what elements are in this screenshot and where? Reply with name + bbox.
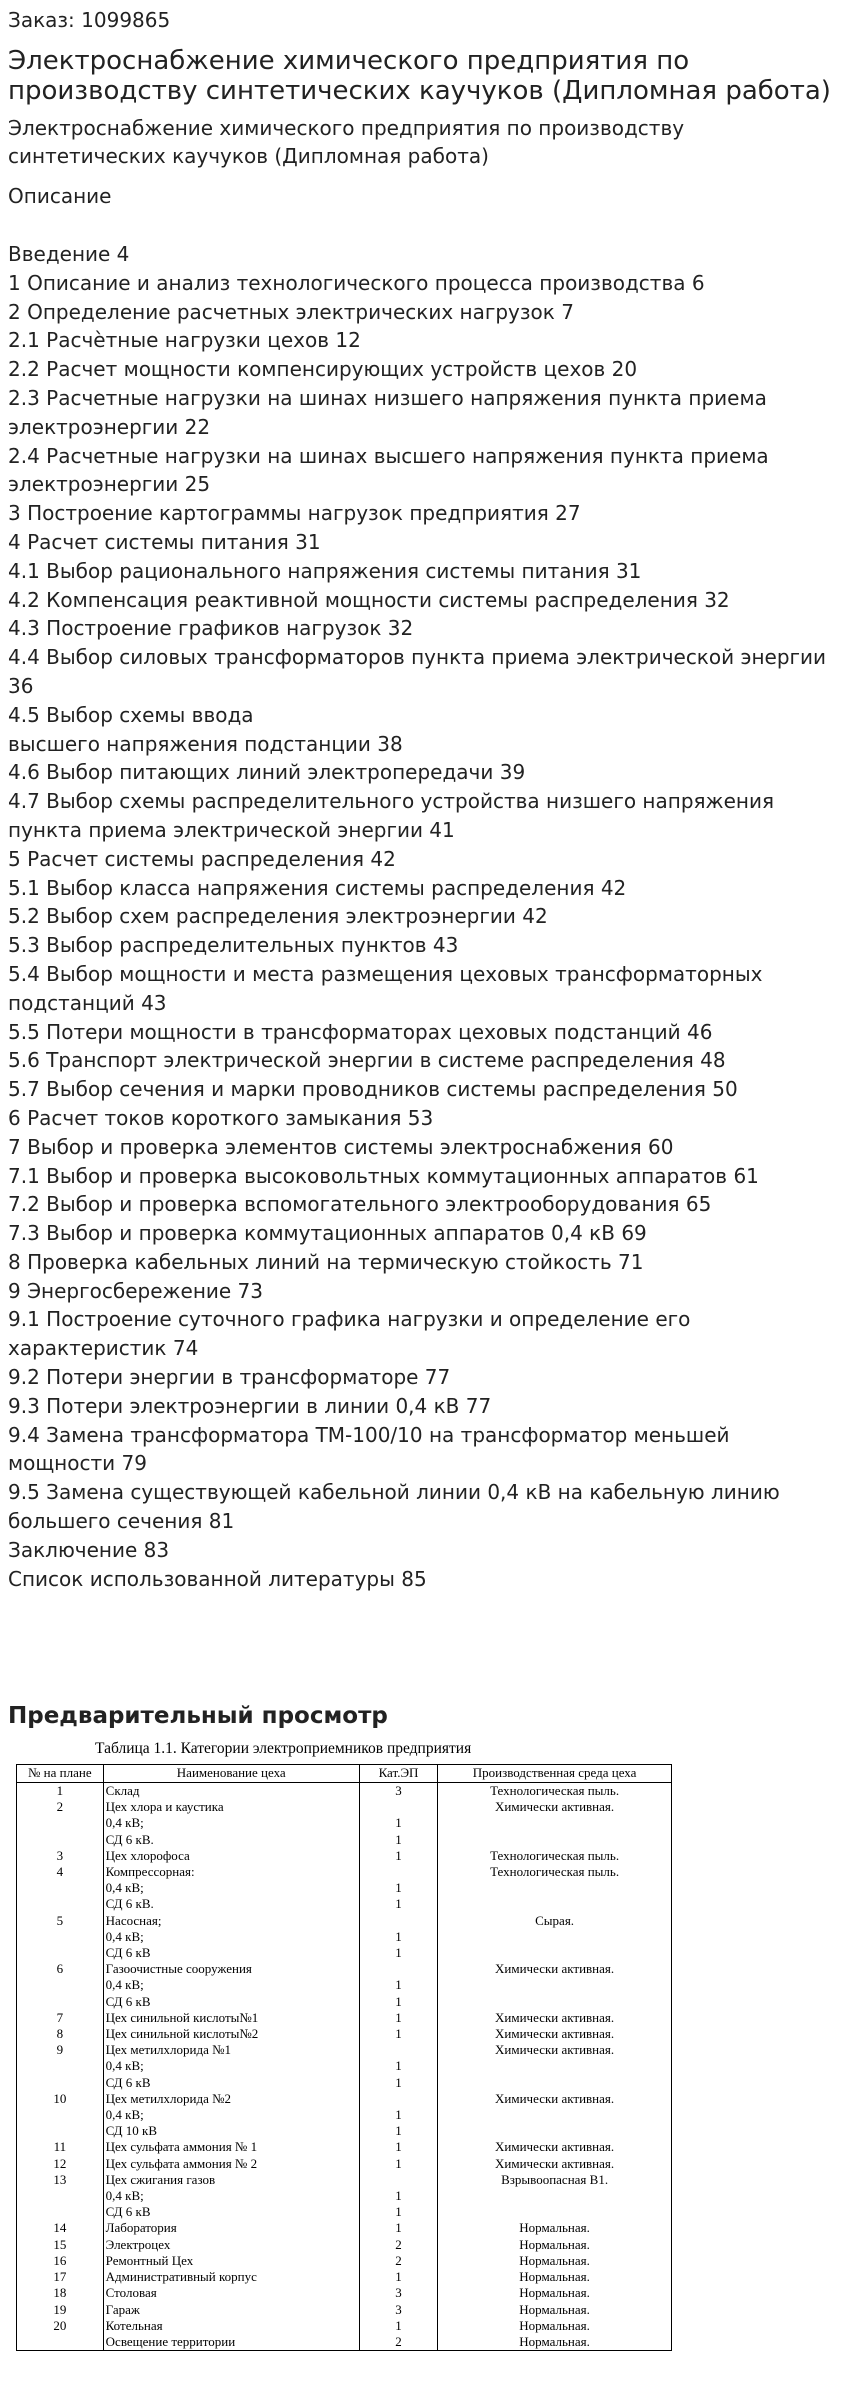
- cell-environment: [438, 1832, 672, 1848]
- table-row: [17, 2026, 672, 2042]
- cell-category: 1: [359, 1929, 437, 1945]
- cell-plan-number: 4: [17, 1864, 104, 1880]
- table-row: [17, 1848, 672, 1864]
- cell-environment: [438, 1994, 672, 2010]
- table-row: [17, 2156, 672, 2172]
- cell-shop-name: СД 6 кВ.: [103, 1832, 359, 1848]
- cell-environment: [438, 1945, 672, 1961]
- cell-category: 1: [359, 1848, 437, 1864]
- cell-shop-name: СД 6 кВ: [103, 1945, 359, 1961]
- toc-item: 5.2 Выбор схем распределения электроэнергии 42: [8, 904, 548, 929]
- table-row: [17, 1961, 672, 1977]
- cell-category: 1: [359, 1880, 437, 1896]
- toc-item: 9.3 Потери электроэнергии в линии 0,4 кВ 77: [8, 1393, 492, 1418]
- cell-shop-name: Гараж: [103, 2302, 359, 2318]
- cell-category: 1: [359, 1945, 437, 1961]
- cell-plan-number: [17, 1880, 104, 1896]
- cell-category: 1: [359, 1977, 437, 1993]
- cell-environment: Химически активная.: [438, 2010, 672, 2026]
- table-row: [17, 2172, 672, 2188]
- toc-item: 2.3 Расчетные нагрузки на шинах низшего напряжения пункта приема электроэнергии 22: [8, 385, 767, 439]
- cell-plan-number: 12: [17, 2156, 104, 2172]
- table-row: [17, 2058, 672, 2074]
- cell-category: [359, 1799, 437, 1815]
- cell-shop-name: Административный корпус: [103, 2269, 359, 2285]
- cell-shop-name: Ремонтный Цех: [103, 2253, 359, 2269]
- toc-item: 4 Расчет системы питания 31: [8, 529, 321, 554]
- toc-item: 6 Расчет токов короткого замыкания 53: [8, 1105, 434, 1130]
- toc-item: 9.1 Построение суточного графика нагрузки и определение его характеристик 74: [8, 1307, 691, 1361]
- table-row: [17, 1799, 672, 1815]
- table-row: [17, 1783, 672, 1800]
- cell-shop-name: Цех метилхлорида №1: [103, 2042, 359, 2058]
- table-row: [17, 2204, 672, 2220]
- table-row: [17, 2107, 672, 2123]
- cell-category: [359, 1864, 437, 1880]
- table-row: [17, 2285, 672, 2301]
- cell-environment: Нормальная.: [438, 2269, 672, 2285]
- column-header-environment: Производственная среда цеха: [438, 1765, 672, 1783]
- toc-item: 7.2 Выбор и проверка вспомогательного электрооборудования 65: [8, 1192, 712, 1217]
- cell-shop-name: 0,4 кВ;: [103, 2058, 359, 2074]
- cell-shop-name: Газоочистные сооружения: [103, 1961, 359, 1977]
- cell-plan-number: 8: [17, 2026, 104, 2042]
- table-row: [17, 1880, 672, 1896]
- cell-category: 1: [359, 2318, 437, 2334]
- cell-plan-number: [17, 1994, 104, 2010]
- categories-table: [16, 1764, 672, 2351]
- cell-environment: Нормальная.: [438, 2220, 672, 2236]
- toc-item: высшего напряжения подстанции 38: [8, 731, 403, 756]
- preview-image: [16, 1738, 676, 2351]
- cell-plan-number: 18: [17, 2285, 104, 2301]
- cell-category: [359, 1913, 437, 1929]
- toc-item: 4.6 Выбор питающих линий электропередачи 39: [8, 760, 526, 785]
- table-row: [17, 2010, 672, 2026]
- cell-category: 1: [359, 2058, 437, 2074]
- cell-shop-name: 0,4 кВ;: [103, 2107, 359, 2123]
- table-row: [17, 2139, 672, 2155]
- table-row: [17, 1896, 672, 1912]
- cell-shop-name: Цех сульфата аммония № 2: [103, 2156, 359, 2172]
- cell-shop-name: Цех хлора и каустика: [103, 1799, 359, 1815]
- cell-plan-number: [17, 2188, 104, 2204]
- table-row: [17, 2237, 672, 2253]
- cell-shop-name: Освещение территории: [103, 2334, 359, 2351]
- cell-plan-number: 7: [17, 2010, 104, 2026]
- table-row: [17, 2091, 672, 2107]
- cell-environment: Нормальная.: [438, 2237, 672, 2253]
- toc-item: 9 Энергосбережение 73: [8, 1278, 264, 1303]
- cell-environment: Химически активная.: [438, 2091, 672, 2107]
- cell-category: 1: [359, 2269, 437, 2285]
- cell-plan-number: 16: [17, 2253, 104, 2269]
- cell-category: 2: [359, 2253, 437, 2269]
- cell-category: 1: [359, 2220, 437, 2236]
- toc-item: 4.4 Выбор силовых трансформаторов пункта приема электрической энергии 36: [8, 645, 827, 698]
- cell-shop-name: Котельная: [103, 2318, 359, 2334]
- cell-environment: [438, 1977, 672, 1993]
- cell-shop-name: Цех синильной кислоты№2: [103, 2026, 359, 2042]
- cell-plan-number: 17: [17, 2269, 104, 2285]
- cell-shop-name: 0,4 кВ;: [103, 1815, 359, 1831]
- cell-category: 2: [359, 2334, 437, 2351]
- order-number: Заказ: 1099865: [8, 8, 171, 32]
- toc-item: 9.4 Замена трансформатора ТМ-100/10 на трансформатор меньшей мощности 79: [8, 1422, 730, 1476]
- table-row: [17, 2318, 672, 2334]
- cell-shop-name: Компрессорная:: [103, 1864, 359, 1880]
- cell-category: 1: [359, 2204, 437, 2220]
- cell-shop-name: Столовая: [103, 2285, 359, 2301]
- cell-environment: Нормальная.: [438, 2334, 672, 2351]
- table-row: [17, 2188, 672, 2204]
- table-row: [17, 1977, 672, 1993]
- column-header-shop-name: Наименование цеха: [103, 1765, 359, 1783]
- cell-category: 1: [359, 2010, 437, 2026]
- cell-environment: [438, 1896, 672, 1912]
- cell-plan-number: [17, 1977, 104, 1993]
- cell-shop-name: Насосная;: [103, 1913, 359, 1929]
- column-header-plan-number: № на плане: [17, 1765, 104, 1783]
- preview-heading: Предварительный просмотр: [8, 1703, 388, 1729]
- cell-environment: Химически активная.: [438, 1799, 672, 1815]
- toc-item: 4.7 Выбор схемы распределительного устройства низшего напряжения пункта приема электрической энергии 41: [8, 789, 774, 842]
- cell-environment: [438, 1815, 672, 1831]
- cell-shop-name: Цех хлорофоса: [103, 1848, 359, 1864]
- cell-category: 1: [359, 1815, 437, 1831]
- cell-environment: Нормальная.: [438, 2253, 672, 2269]
- cell-environment: Нормальная.: [438, 2318, 672, 2334]
- toc-item: 2.4 Расчетные нагрузки на шинах высшего напряжения пункта приема электроэнергии 25: [8, 443, 769, 497]
- cell-shop-name: Склад: [103, 1783, 359, 1800]
- table-row: [17, 1815, 672, 1831]
- table-row: [17, 2042, 672, 2058]
- toc-item: 5.4 Выбор мощности и места размещения цеховых трансформаторных подстанций 43: [8, 961, 763, 1015]
- cell-shop-name: Лаборатория: [103, 2220, 359, 2236]
- cell-category: [359, 2172, 437, 2188]
- table-row: [17, 1945, 672, 1961]
- cell-environment: Взрывоопасная В1.: [438, 2172, 672, 2188]
- cell-category: [359, 1961, 437, 1977]
- toc-item: 7 Выбор и проверка элементов системы электроснабжения 60: [8, 1134, 674, 1159]
- toc-item: 2.1 Расчѐтные нагрузки цехов 12: [8, 328, 361, 353]
- cell-plan-number: 9: [17, 2042, 104, 2058]
- cell-category: 2: [359, 2237, 437, 2253]
- toc-item: 5.7 Выбор сечения и марки проводников системы распределения 50: [8, 1077, 738, 1102]
- toc-item: 5.3 Выбор распределительных пунктов 43: [8, 933, 459, 958]
- toc-item: 4.3 Построение графиков нагрузок 32: [8, 616, 414, 641]
- toc-item: 8 Проверка кабельных линий на термическую стойкость 71: [8, 1249, 644, 1274]
- cell-shop-name: 0,4 кВ;: [103, 2188, 359, 2204]
- cell-plan-number: [17, 2334, 104, 2351]
- cell-shop-name: 0,4 кВ;: [103, 1977, 359, 1993]
- cell-plan-number: 15: [17, 2237, 104, 2253]
- toc-item: Список использованной литературы 85: [8, 1566, 427, 1591]
- cell-shop-name: Цех синильной кислоты№1: [103, 2010, 359, 2026]
- work-subtitle: Электроснабжение химического предприятия по производству синтетических каучуков (Дипломная работа): [8, 116, 685, 168]
- cell-environment: Технологическая пыль.: [438, 1783, 672, 1800]
- cell-shop-name: 0,4 кВ;: [103, 1880, 359, 1896]
- cell-plan-number: 14: [17, 2220, 104, 2236]
- cell-shop-name: СД 6 кВ: [103, 2075, 359, 2091]
- cell-shop-name: СД 6 кВ.: [103, 1896, 359, 1912]
- cell-plan-number: 1: [17, 1783, 104, 1800]
- table-row: [17, 2334, 672, 2351]
- cell-category: 1: [359, 2139, 437, 2155]
- table-row: [17, 2123, 672, 2139]
- cell-environment: [438, 1929, 672, 1945]
- table-row: [17, 1929, 672, 1945]
- toc-item: 3 Построение картограммы нагрузок предприятия 27: [8, 501, 581, 526]
- cell-plan-number: 6: [17, 1961, 104, 1977]
- cell-environment: Химически активная.: [438, 1961, 672, 1977]
- cell-plan-number: [17, 1815, 104, 1831]
- cell-shop-name: Электроцех: [103, 2237, 359, 2253]
- cell-plan-number: [17, 2058, 104, 2074]
- cell-shop-name: Цех сжигания газов: [103, 2172, 359, 2188]
- cell-plan-number: [17, 1929, 104, 1945]
- table-header-row: [17, 1765, 672, 1783]
- toc-item: 2.2 Расчет мощности компенсирующих устройств цехов 20: [8, 357, 638, 382]
- table-row: [17, 2253, 672, 2269]
- toc-item: 5.1 Выбор класса напряжения системы распределения 42: [8, 875, 627, 900]
- table-caption: Таблица 1.1. Категории электроприемников предприятия: [95, 1740, 472, 1757]
- cell-category: 1: [359, 2156, 437, 2172]
- table-row: [17, 2075, 672, 2091]
- toc-item: Введение 4: [8, 242, 130, 266]
- cell-category: 3: [359, 1783, 437, 1800]
- cell-plan-number: 5: [17, 1913, 104, 1929]
- toc-item: Заключение 83: [8, 1537, 170, 1562]
- table-row: [17, 1832, 672, 1848]
- cell-category: 1: [359, 1896, 437, 1912]
- toc-item: 5.5 Потери мощности в трансформаторах цеховых подстанций 46: [8, 1019, 713, 1044]
- cell-shop-name: СД 6 кВ: [103, 1994, 359, 2010]
- cell-category: [359, 2042, 437, 2058]
- cell-shop-name: Цех сульфата аммония № 1: [103, 2139, 359, 2155]
- cell-category: [359, 2091, 437, 2107]
- cell-plan-number: 11: [17, 2139, 104, 2155]
- table-row: [17, 1994, 672, 2010]
- toc-item: 9.5 Замена существующей кабельной линии 0,4 кВ на кабельную линию большего сечения 81: [8, 1480, 780, 1534]
- cell-environment: [438, 2204, 672, 2220]
- toc-item: 2 Определение расчетных электрических нагрузок 7: [8, 299, 574, 324]
- cell-environment: [438, 2107, 672, 2123]
- cell-plan-number: [17, 2075, 104, 2091]
- toc-item: 5 Расчет системы распределения 42: [8, 846, 396, 871]
- table-row: [17, 1864, 672, 1880]
- toc-item: 4.1 Выбор рационального напряжения системы питания 31: [8, 558, 642, 583]
- cell-plan-number: 2: [17, 1799, 104, 1815]
- toc-item: 4.2 Компенсация реактивной мощности системы распределения 32: [8, 587, 730, 612]
- column-header-category: Кат.ЭП: [359, 1765, 437, 1783]
- table-of-contents: [8, 240, 839, 1593]
- cell-category: 1: [359, 2075, 437, 2091]
- cell-shop-name: Цех метилхлорида №2: [103, 2091, 359, 2107]
- cell-environment: Химически активная.: [438, 2156, 672, 2172]
- cell-plan-number: [17, 1945, 104, 1961]
- description-label: Описание: [8, 184, 112, 208]
- cell-plan-number: 19: [17, 2302, 104, 2318]
- cell-category: 1: [359, 2123, 437, 2139]
- cell-shop-name: 0,4 кВ;: [103, 1929, 359, 1945]
- cell-category: 1: [359, 2026, 437, 2042]
- toc-item: 1 Описание и анализ технологического процесса производства 6: [8, 270, 705, 295]
- cell-plan-number: [17, 1896, 104, 1912]
- cell-environment: Химически активная.: [438, 2139, 672, 2155]
- cell-category: 3: [359, 2302, 437, 2318]
- toc-item: 9.2 Потери энергии в трансформаторе 77: [8, 1365, 451, 1390]
- cell-environment: Технологическая пыль.: [438, 1864, 672, 1880]
- cell-environment: [438, 2058, 672, 2074]
- cell-plan-number: 20: [17, 2318, 104, 2334]
- cell-category: 3: [359, 2285, 437, 2301]
- cell-environment: [438, 1880, 672, 1896]
- table-row: [17, 2220, 672, 2236]
- table-row: [17, 1913, 672, 1929]
- cell-environment: Технологическая пыль.: [438, 1848, 672, 1864]
- table-row: [17, 2269, 672, 2285]
- toc-item: 7.1 Выбор и проверка высоковольтных коммутационных аппаратов 61: [8, 1163, 759, 1188]
- cell-environment: [438, 2188, 672, 2204]
- cell-category: 1: [359, 1994, 437, 2010]
- toc-item: 7.3 Выбор и проверка коммутационных аппаратов 0,4 кВ 69: [8, 1221, 647, 1246]
- cell-plan-number: 3: [17, 1848, 104, 1864]
- table-row: [17, 2302, 672, 2318]
- cell-plan-number: [17, 2107, 104, 2123]
- cell-shop-name: СД 10 кВ: [103, 2123, 359, 2139]
- cell-environment: Нормальная.: [438, 2302, 672, 2318]
- toc-item: 5.6 Транспорт электрической энергии в системе распределения 48: [8, 1048, 726, 1073]
- cell-plan-number: [17, 2204, 104, 2220]
- cell-category: 1: [359, 2107, 437, 2123]
- cell-plan-number: 10: [17, 2091, 104, 2107]
- toc-item: 4.5 Выбор схемы ввода: [8, 702, 254, 727]
- cell-plan-number: [17, 2123, 104, 2139]
- cell-environment: Химически активная.: [438, 2026, 672, 2042]
- cell-shop-name: СД 6 кВ: [103, 2204, 359, 2220]
- cell-category: 1: [359, 1832, 437, 1848]
- cell-environment: Нормальная.: [438, 2285, 672, 2301]
- cell-plan-number: [17, 1832, 104, 1848]
- cell-category: 1: [359, 2188, 437, 2204]
- cell-environment: [438, 2123, 672, 2139]
- page-title: Электроснабжение химического предприятия по производству синтетических каучуков (Дипломная работа): [8, 46, 831, 106]
- cell-environment: [438, 2075, 672, 2091]
- cell-environment: Химически активная.: [438, 2042, 672, 2058]
- cell-environment: Сырая.: [438, 1913, 672, 1929]
- cell-plan-number: 13: [17, 2172, 104, 2188]
